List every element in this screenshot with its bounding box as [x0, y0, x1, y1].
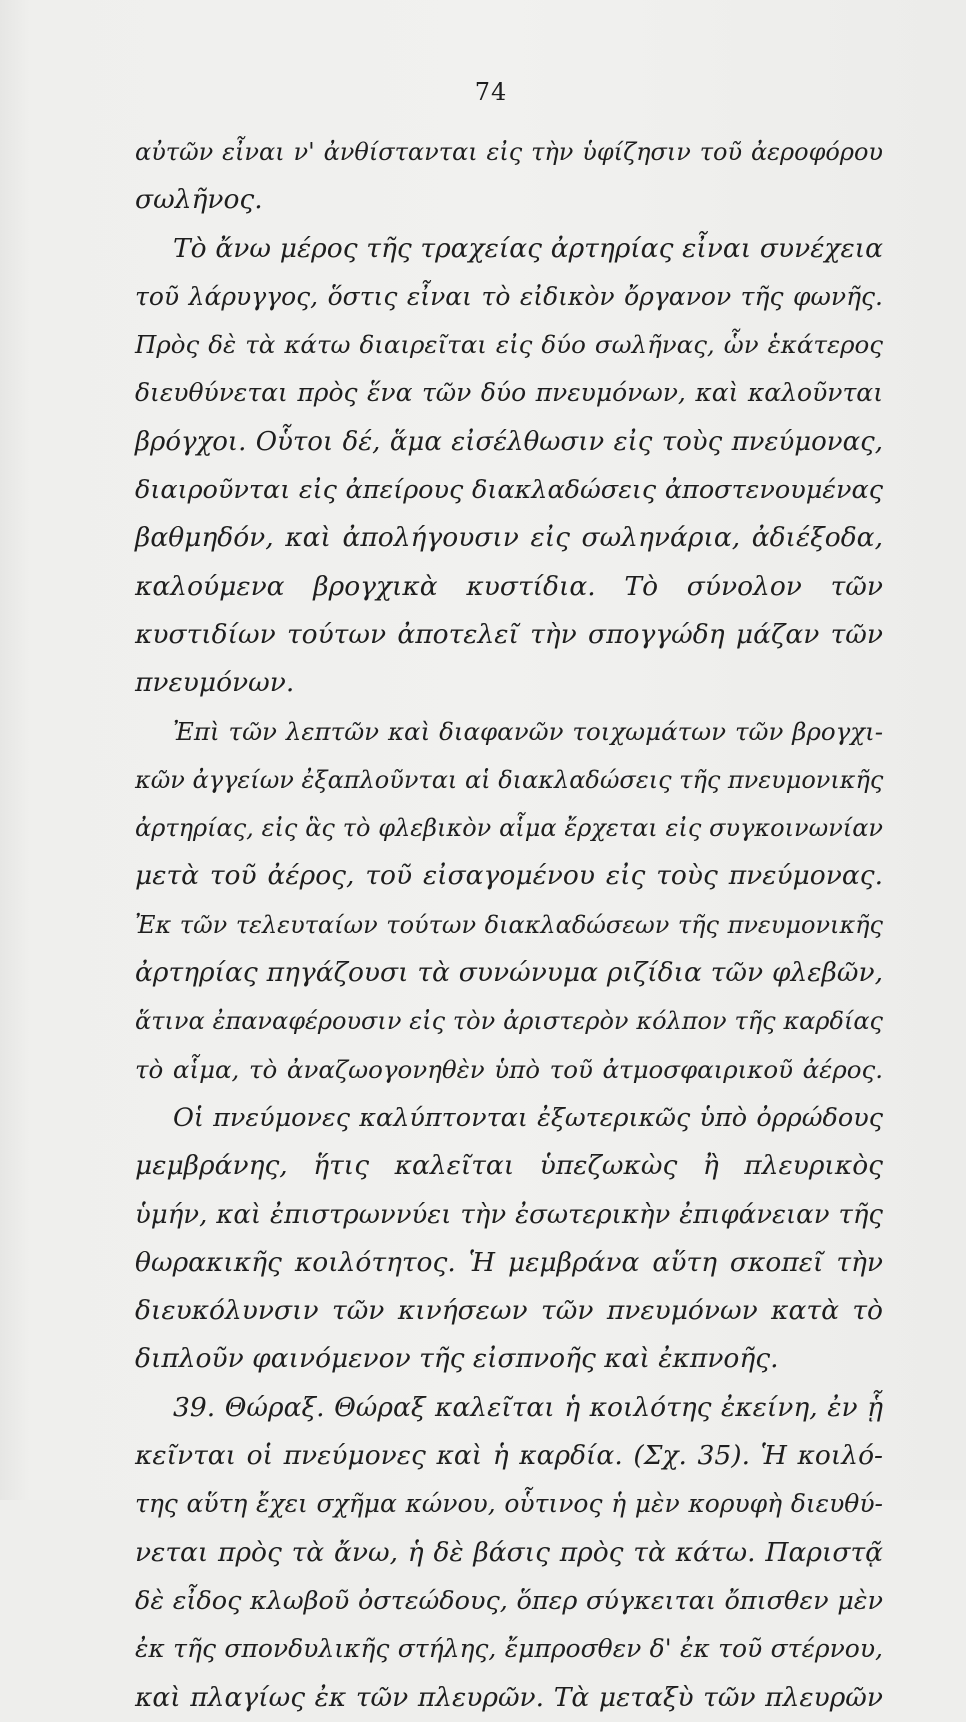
text-line: βρόγχοι. Οὗτοι δέ, ἅμα εἰσέλθωσιν εἰς τοὺς πνεύμονας,	[135, 426, 883, 457]
text-line: ἅτινα ἐπαναφέρουσιν εἰς τὸν ἀριστερὸν κόλπον τῆς καρδίας	[135, 1007, 883, 1036]
text-line: αὐτῶν εἶναι ν' ἀνθίστανται εἰς τὴν ὑφίζησιν τοῦ ἀεροφόρου	[135, 138, 883, 166]
text-line: καὶ πλαγίως ἐκ τῶν πλευρῶν. Τὰ μεταξὺ τῶν πλευρῶν	[135, 1681, 883, 1713]
text-line: νεται πρὸς τὰ ἄνω, ἡ δὲ βάσις πρὸς τὰ κάτω. Παριστᾷ	[135, 1536, 883, 1568]
text-line: Τὸ ἄνω μέρος τῆς τραχείας ἀρτηρίας εἶναι συνέχεια	[173, 232, 883, 264]
text-line: διευκόλυνσιν τῶν κινήσεων τῶν πνευμόνων κατὰ τὸ	[135, 1295, 883, 1327]
text-line: δὲ εἶδος κλωβοῦ ὀστεώδους, ὅπερ σύγκειται ὄπισθεν μὲν	[135, 1585, 883, 1616]
text-line: ἀρτηρίας πηγάζουσι τὰ συνώνυμα ριζίδια τῶν φλεβῶν,	[135, 957, 883, 989]
text-line: Ἐπὶ τῶν λεπτῶν καὶ διαφανῶν τοιχωμάτων τῶν βρογχι-	[173, 716, 883, 746]
text-line: τοῦ λάρυγγος, ὅστις εἶναι τὸ εἰδικὸν ὄργανον τῆς φωνῆς.	[135, 281, 883, 311]
text-line: βαθμηδόν, καὶ ἀπολήγουσιν εἰς σωληνάρια, ἀδιέξοδα,	[135, 522, 883, 554]
text-line: κυστιδίων τούτων ἀποτελεῖ τὴν σπογγώδη μάζαν τῶν	[135, 618, 883, 650]
text-line: διαιροῦνται εἰς ἀπείρους διακλαδώσεις ἀποστενουμένας	[135, 475, 883, 506]
text-line: μετὰ τοῦ ἀέρος, τοῦ εἰσαγομένου εἰς τοὺς πνεύμονας.	[135, 860, 883, 892]
text-line: ἐκ τῆς σπονδυλικῆς στήλης, ἔμπροσθεν δ' ἐκ τοῦ στέρνου,	[135, 1634, 883, 1664]
text-line: της αὕτη ἔχει σχῆμα κώνου, οὗτινος ἡ μὲν κορυφὴ διευθύ-	[135, 1489, 883, 1519]
text-line: πνευμόνων.	[135, 667, 295, 699]
text-line: κεῖνται οἱ πνεύμονες καὶ ἡ καρδία. (Σχ. 35). Ἡ κοιλό-	[135, 1440, 883, 1472]
text-line: Ἐκ τῶν τελευταίων τούτων διακλαδώσεων τῆς πνευμονικῆς	[135, 910, 883, 939]
text-line: θωρακικῆς κοιλότητος. Ἡ μεμβράνα αὕτη σκοπεῖ τὴν	[135, 1246, 883, 1278]
page-body-text	[135, 128, 883, 1722]
page-number: 74	[474, 78, 508, 106]
text-line: ἀρτηρίας, εἰς ἃς τὸ φλεβικὸν αἷμα ἔρχεται εἰς συγκοινωνίαν	[135, 814, 883, 843]
text-line: τὸ αἷμα, τὸ ἀναζωογονηθὲν ὑπὸ τοῦ ἀτμοσφαιρικοῦ ἀέρος.	[135, 1054, 883, 1084]
text-line: μεμβράνης, ἥτις καλεῖται ὑπεζωκὼς ἢ πλευρικὸς	[135, 1150, 883, 1182]
text-line: 39. Θώραξ. Θώραξ καλεῖται ἡ κοιλότης ἐκείνη, ἐν ᾗ	[173, 1391, 883, 1423]
text-line: Πρὸς δὲ τὰ κάτω διαιρεῖται εἰς δύο σωλῆνας, ὧν ἑκάτερος	[135, 330, 883, 360]
text-line: καλούμενα βρογχικὰ κυστίδια. Τὸ σύνολον τῶν	[135, 570, 883, 602]
text-line: σωλῆνος.	[135, 184, 263, 216]
text-line: Οἱ πνεύμονες καλύπτονται ἐξωτερικῶς ὑπὸ ὀρρώδους	[173, 1102, 883, 1133]
text-line: κῶν ἀγγείων ἐξαπλοῦνται αἱ διακλαδώσεις τῆς πνευμονικῆς	[135, 765, 884, 794]
text-line: ὑμήν, καὶ ἐπιστρωννύει τὴν ἐσωτερικὴν ἐπιφάνειαν τῆς	[135, 1199, 883, 1230]
text-line: διπλοῦν φαινόμενον τῆς εἰσπνοῆς καὶ ἐκπνοῆς.	[135, 1343, 779, 1375]
text-line: διευθύνεται πρὸς ἕνα τῶν δύο πνευμόνων, καὶ καλοῦνται	[135, 378, 883, 408]
